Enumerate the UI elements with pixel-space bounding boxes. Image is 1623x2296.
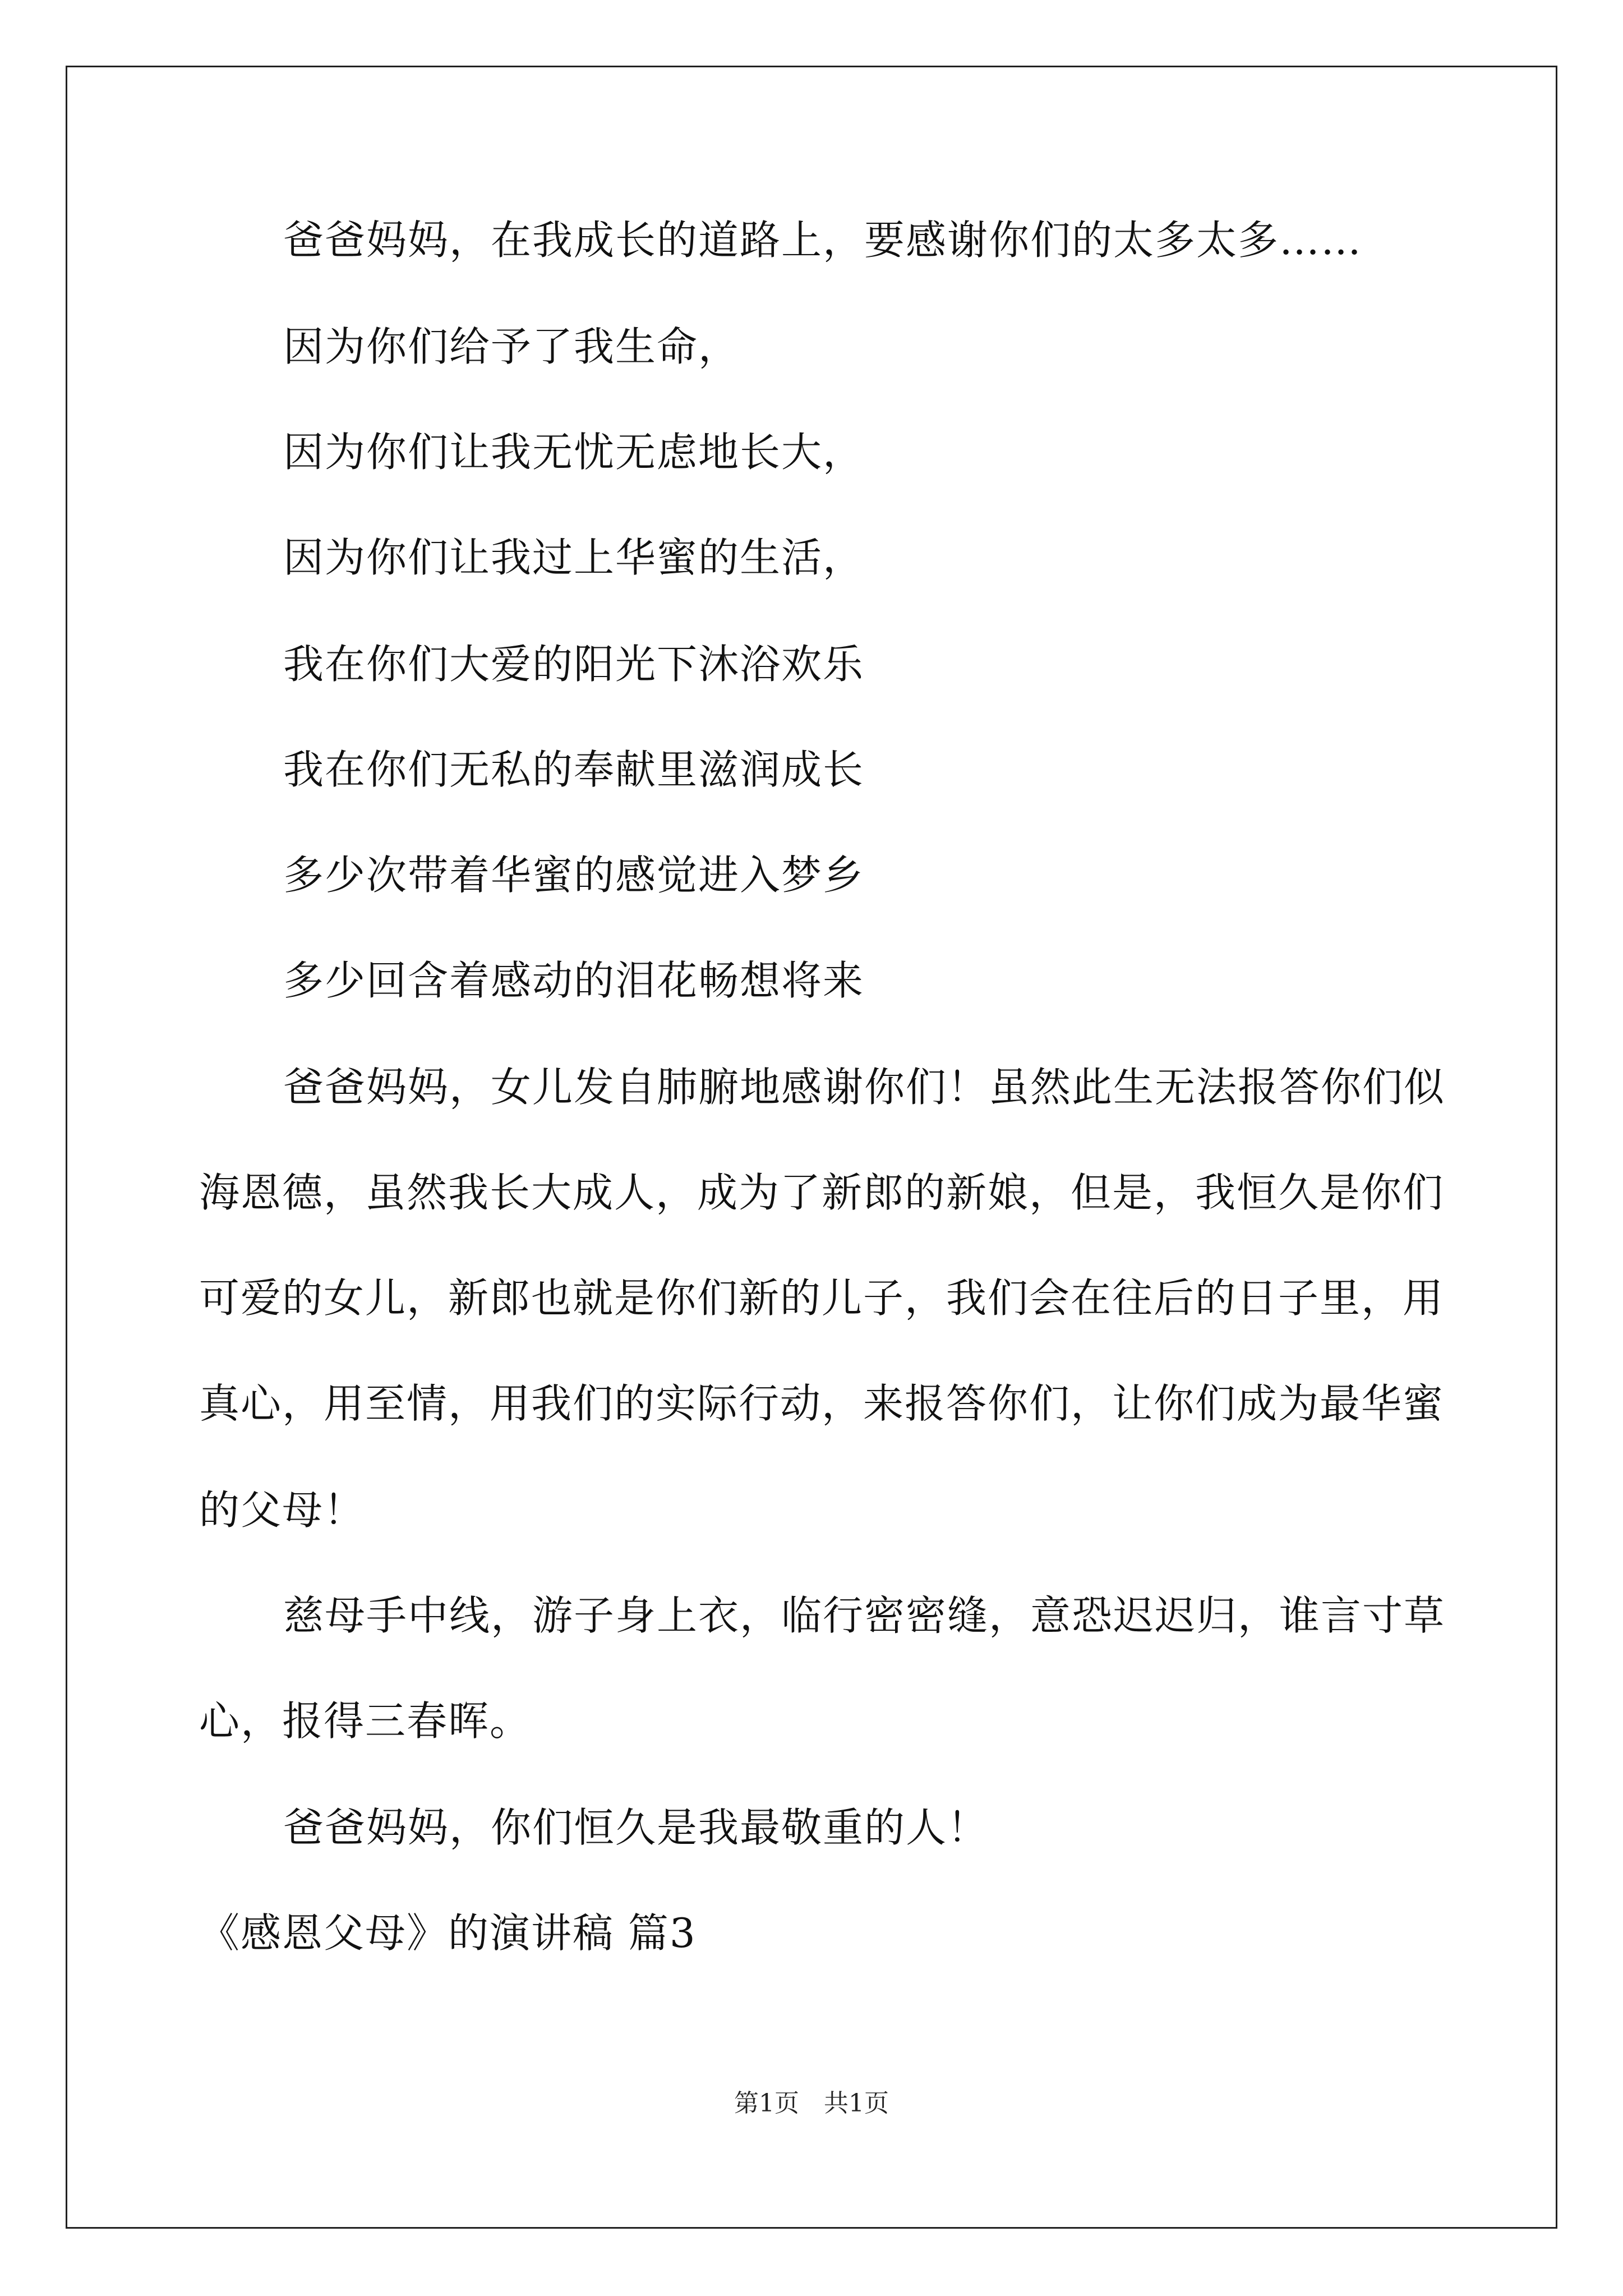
- text-line: 多少次带着华蜜的感觉进入梦乡: [283, 852, 865, 899]
- section-heading: 《感恩父母》的演讲稿 篇3: [199, 1910, 697, 1957]
- paragraph-line: 爸爸妈妈，女儿发自肺腑地感谢你们！虽然此生无法报答你们似: [283, 1064, 1446, 1111]
- text-line: 因为你们给予了我生命，: [283, 323, 740, 370]
- paragraph-line: 海恩德，虽然我长大成人，成为了新郎的新娘，但是，我恒久是你们: [199, 1169, 1445, 1216]
- text-line: 多少回含着感动的泪花畅想将来: [283, 957, 865, 1004]
- text-line: 我在你们无私的奉献里滋润成长: [283, 746, 865, 793]
- paragraph-line: 可爱的女儿，新郎也就是你们新的儿子，我们会在往后的日子里，用: [199, 1274, 1445, 1322]
- poem-line: 慈母手中线，游子身上衣，临行密密缝，意恐迟迟归，谁言寸草: [283, 1592, 1446, 1639]
- paragraph-line: 的父母！: [199, 1487, 366, 1534]
- poem-line: 心，报得三春晖。: [199, 1697, 532, 1745]
- text-line: 因为你们让我无忧无虑地长大，: [283, 429, 865, 476]
- text-line: 爸爸妈妈，在我成长的道路上，要感谢你们的太多太多……: [283, 217, 1363, 264]
- text-line: 爸爸妈妈，你们恒久是我最敬重的人！: [283, 1804, 989, 1851]
- text-line: 因为你们让我过上华蜜的生活，: [283, 534, 865, 581]
- paragraph-line: 真心，用至情，用我们的实际行动，来报答你们，让你们成为最华蜜: [199, 1380, 1445, 1427]
- page-border: [66, 66, 1557, 2229]
- text-line: 我在你们大爱的阳光下沐浴欢乐: [283, 641, 865, 688]
- page-footer: 第1页 共1页: [734, 2089, 889, 2118]
